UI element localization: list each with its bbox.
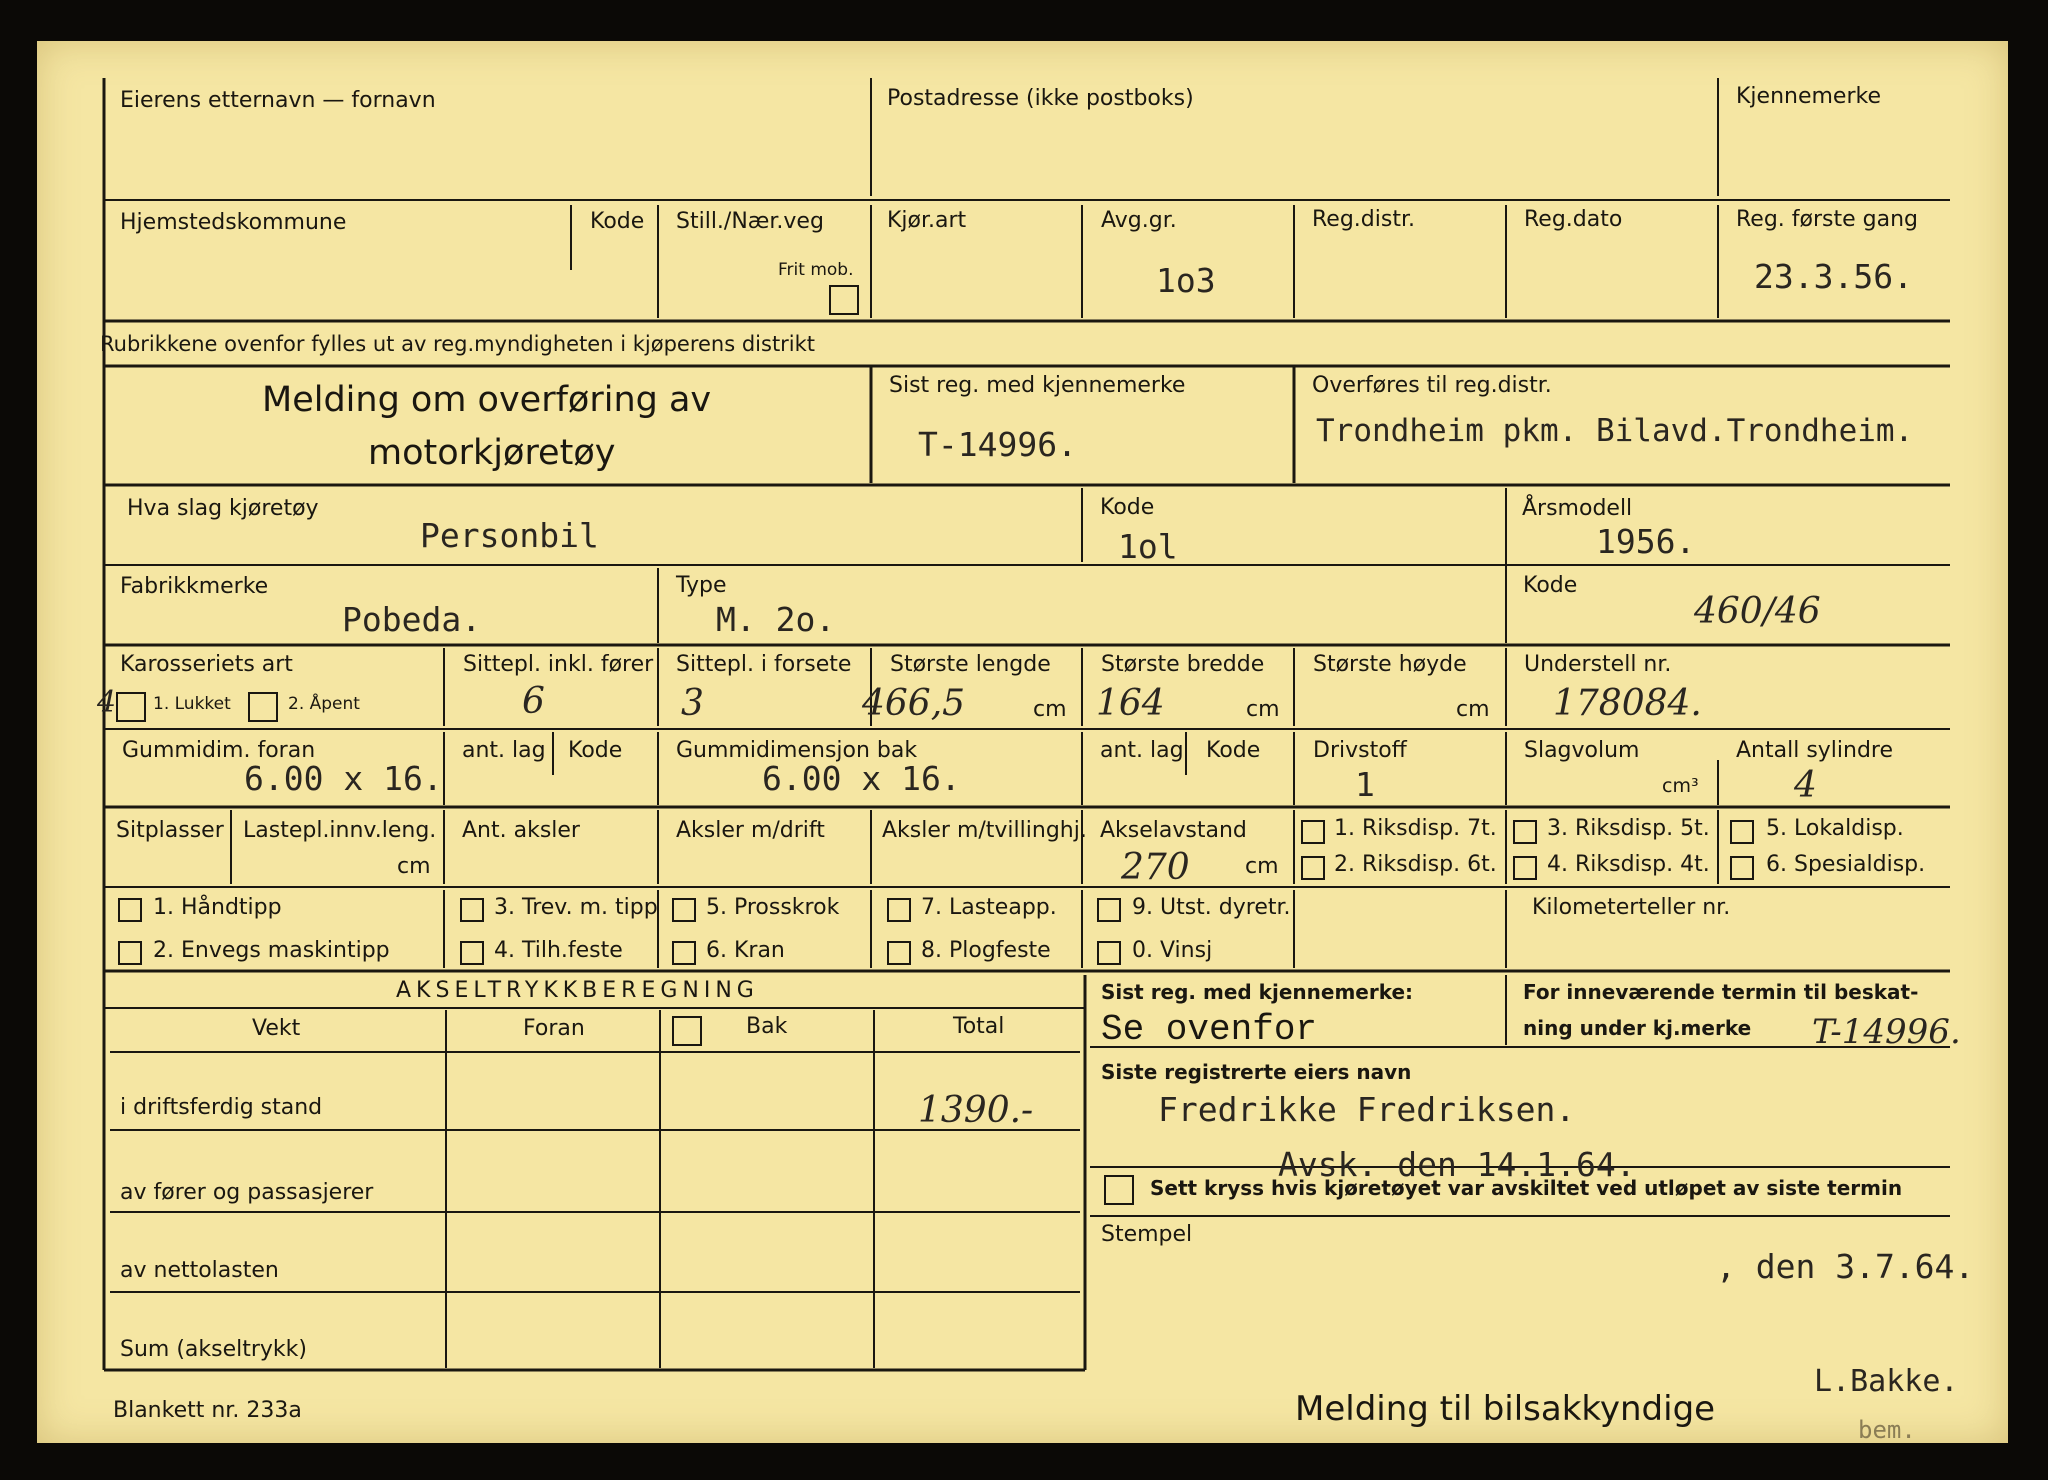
equip-3-checkbox[interactable]	[460, 898, 484, 922]
equip-2-checkbox[interactable]	[118, 941, 142, 965]
fuel-label: Drivstoff	[1313, 738, 1407, 763]
disp-2-label: 2. Riksdisp. 6t.	[1334, 852, 1497, 877]
type-value: M. 2o.	[716, 600, 836, 639]
disp-1-label: 1. Riksdisp. 7t.	[1334, 816, 1497, 841]
tire-rear-code-label: Kode	[1206, 738, 1261, 763]
model-year-label: Årsmodell	[1522, 496, 1633, 521]
vehicle-code-label: Kode	[1100, 495, 1155, 520]
equip-1-checkbox[interactable]	[118, 898, 142, 922]
disp-3-label: 3. Riksdisp. 5t.	[1547, 816, 1710, 841]
reg-date-label: Reg.dato	[1524, 207, 1623, 232]
height-unit: cm	[1456, 697, 1490, 722]
equip-8-label: 8. Plogfeste	[921, 938, 1051, 963]
displacement-label: Slagvolum	[1524, 738, 1640, 763]
transfer-district-value: Trondheim pkm. Bilavd.Trondheim.	[1316, 413, 1914, 449]
displacement-unit: cm³	[1662, 775, 1699, 797]
postal-address-label: Postadresse (ikke postboks)	[887, 86, 1194, 111]
width-unit: cm	[1246, 697, 1280, 722]
reg-district-label: Reg.distr.	[1312, 207, 1415, 232]
equip-7-checkbox[interactable]	[887, 898, 911, 922]
position-label: Still./Nær.veg	[676, 209, 824, 234]
disp-1-checkbox[interactable]	[1301, 820, 1325, 844]
signature-sub: bem.	[1858, 1416, 1916, 1444]
dereg-checkbox-label: Sett kryss hvis kjøretøyet var avskiltet ved utløpet av siste termin	[1150, 1176, 1903, 1200]
equip-4-label: 4. Tilh.feste	[494, 938, 623, 963]
municipality-label: Hjemstedskommune	[120, 210, 347, 235]
date-value: , den 3.7.64.	[1716, 1247, 1975, 1286]
registration-mark-label: Kjennemerke	[1736, 84, 1881, 109]
make-code-value: 460/46	[1694, 591, 1821, 632]
stamp-label: Stempel	[1101, 1222, 1193, 1247]
seat-places-label: Sitplasser	[116, 818, 224, 843]
last-reg-mark2-label: Sist reg. med kjennemerke:	[1101, 980, 1414, 1004]
front-seats-label: Sittepl. i forsete	[676, 652, 852, 677]
axle-header-total: Total	[953, 1014, 1005, 1039]
tire-front-label: Gummidim. foran	[122, 738, 316, 763]
equip-7-label: 7. Lasteapp.	[921, 895, 1057, 920]
axle-rear-checkbox[interactable]	[672, 1016, 702, 1046]
tax-term-label-2: ning under kj.merke	[1523, 1016, 1752, 1040]
seats-value: 6	[522, 681, 545, 722]
tire-rear-label: Gummidimensjon bak	[676, 738, 918, 763]
axle-row-label: av fører og passasjerer	[120, 1180, 374, 1205]
disp-5-checkbox[interactable]	[1730, 820, 1754, 844]
deregistered-value: Avsk. den 14.1.64.	[1278, 1145, 1636, 1184]
vehicle-kind-value: Personbil	[420, 516, 599, 555]
chassis-label: Understell nr.	[1524, 652, 1672, 677]
transfer-district-label: Overføres til reg.distr.	[1312, 373, 1552, 398]
wheelbase-unit: cm	[1245, 854, 1279, 879]
body-closed-checkbox[interactable]	[116, 692, 146, 722]
equip-5-label: 5. Prosskrok	[706, 895, 840, 920]
disp-5-label: 5. Lokaldisp.	[1766, 816, 1904, 841]
make-value: Pobeda.	[342, 600, 482, 639]
first-reg-label: Reg. første gang	[1736, 207, 1919, 232]
equip-9-label: 9. Utst. dyretr.	[1132, 895, 1291, 920]
type-label: Type	[676, 573, 727, 598]
body-closed-label: 1. Lukket	[153, 694, 231, 714]
tax-group-value: 1o3	[1156, 261, 1216, 300]
equip-0-label: 0. Vinsj	[1132, 938, 1213, 963]
body-open-label: 2. Åpent	[288, 694, 360, 714]
last-reg-mark-label: Sist reg. med kjennemerke	[889, 373, 1186, 398]
body-type-label: Karosseriets art	[120, 652, 293, 677]
odometer-label: Kilometerteller nr.	[1532, 895, 1731, 920]
width-value: 164	[1096, 683, 1165, 724]
form-title-line1: Melding om overføring av	[262, 380, 712, 420]
form-title-line2: motorkjøretøy	[368, 433, 616, 473]
body-open-checkbox[interactable]	[248, 692, 278, 722]
equip-0-checkbox[interactable]	[1097, 941, 1121, 965]
height-label: Største høyde	[1313, 652, 1467, 677]
cylinders-value: 4	[1794, 765, 1817, 806]
tire-rear-value: 6.00 x 16.	[762, 759, 961, 798]
cylinders-label: Antall sylindre	[1736, 738, 1894, 763]
model-year-value: 1956.	[1596, 522, 1696, 561]
tire-rear-ply-label: ant. lag	[1100, 738, 1184, 763]
disp-6-checkbox[interactable]	[1730, 856, 1754, 880]
twin-axles-label: Aksler m/tvillinghj.	[882, 818, 1087, 843]
equip-5-checkbox[interactable]	[672, 898, 696, 922]
tire-front-value: 6.00 x 16.	[244, 759, 443, 798]
axle-row-total: 1390.-	[918, 1090, 1034, 1131]
tax-term-value: T-14996.	[1812, 1012, 1961, 1052]
filled-by-note: Rubrikkene ovenfor fylles ut av reg.myndigheten i kjøperens distrikt	[100, 332, 816, 356]
equip-8-checkbox[interactable]	[887, 941, 911, 965]
load-length-label: Lastepl.innv.leng.	[243, 818, 437, 843]
body-closed-mark: 4	[97, 685, 117, 720]
axle-row-label: i driftsferdig stand	[120, 1095, 323, 1120]
driving-type-label: Kjør.art	[887, 208, 967, 233]
equip-9-checkbox[interactable]	[1097, 898, 1121, 922]
tax-group-label: Avg.gr.	[1101, 208, 1177, 233]
tax-term-label-1: For inneværende termin til beskat-	[1523, 980, 1919, 1004]
front-seats-value: 3	[681, 683, 704, 724]
fuel-value: 1	[1355, 765, 1375, 804]
load-length-unit: cm	[397, 854, 431, 879]
make-label: Fabrikkmerke	[120, 574, 269, 599]
equip-2-label: 2. Envegs maskintipp	[153, 938, 390, 963]
axle-row-label: Sum (akseltrykk)	[120, 1337, 307, 1362]
driven-axles-label: Aksler m/drift	[676, 818, 825, 843]
disp-2-checkbox[interactable]	[1301, 856, 1325, 880]
width-label: Største bredde	[1101, 652, 1265, 677]
chassis-value: 178084.	[1553, 683, 1702, 724]
last-owner-label: Siste registrerte eiers navn	[1101, 1060, 1412, 1084]
equip-4-checkbox[interactable]	[460, 941, 484, 965]
wheelbase-label: Akselavstand	[1100, 818, 1247, 843]
equip-1-label: 1. Håndtipp	[153, 895, 282, 920]
axles-label: Ant. aksler	[462, 818, 580, 843]
last-owner-value: Fredrikke Fredriksen.	[1158, 1090, 1576, 1129]
length-unit: cm	[1033, 697, 1067, 722]
length-label: Største lengde	[890, 652, 1051, 677]
signature: L.Bakke.	[1814, 1364, 1959, 1399]
axle-header-front: Foran	[523, 1016, 585, 1041]
municipality-code-label: Kode	[590, 209, 645, 234]
axle-header-weight: Vekt	[252, 1016, 301, 1041]
make-code-label: Kode	[1523, 573, 1578, 598]
seats-label: Sittepl. inkl. fører	[463, 652, 654, 677]
last-reg-mark2-value: Se ovenfor	[1101, 1009, 1318, 1050]
axle-header-rear: Bak	[746, 1014, 788, 1039]
disp-4-label: 4. Riksdisp. 4t.	[1547, 852, 1710, 877]
disp-3-checkbox[interactable]	[1513, 820, 1537, 844]
axle-calc-title: AKSELTRYKKBEREGNING	[396, 978, 759, 1003]
tire-front-ply-label: ant. lag	[462, 738, 546, 763]
free-mob-checkbox[interactable]	[829, 285, 859, 315]
length-value: 466,5	[862, 683, 966, 724]
first-reg-value: 23.3.56.	[1754, 257, 1913, 296]
wheelbase-value: 270	[1121, 847, 1190, 888]
deregistered-checkbox[interactable]	[1104, 1175, 1134, 1205]
disp-4-checkbox[interactable]	[1513, 856, 1537, 880]
equip-6-label: 6. Kran	[706, 938, 785, 963]
free-mob-label: Frit mob.	[778, 260, 854, 280]
equip-6-checkbox[interactable]	[672, 941, 696, 965]
owner-name-label: Eierens etternavn — fornavn	[120, 88, 436, 113]
footer-title: Melding til bilsakkyndige	[1295, 1389, 1716, 1429]
equip-3-label: 3. Trev. m. tipp	[494, 895, 658, 920]
last-reg-mark-value: T-14996.	[918, 425, 1077, 464]
disp-6-label: 6. Spesialdisp.	[1766, 852, 1926, 877]
vehicle-kind-label: Hva slag kjøretøy	[127, 496, 319, 521]
form-number: Blankett nr. 233a	[113, 1398, 302, 1423]
axle-row-label: av nettolasten	[120, 1258, 279, 1283]
tire-front-code-label: Kode	[568, 738, 623, 763]
vehicle-code-value: 1ol	[1118, 527, 1178, 566]
